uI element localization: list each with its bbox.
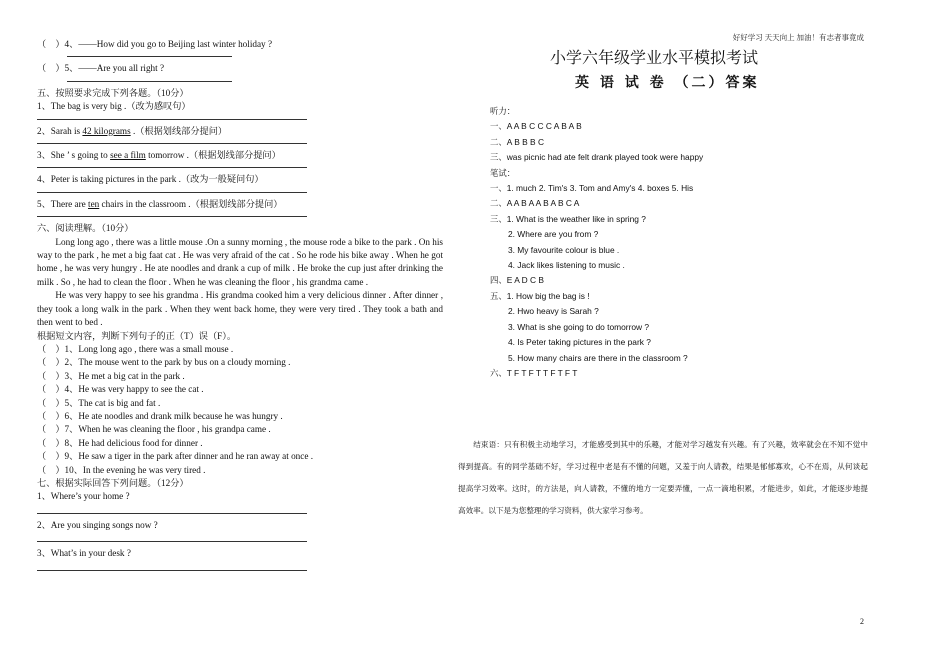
answer-line — [37, 142, 307, 144]
answer-line-text: 一、1. much 2. Tim's 3. Tom and Amy's 4. boxes 5. His — [490, 183, 694, 194]
tf-item: （ ）10、In the evening he was very tired . — [37, 464, 206, 475]
answer-line-text: 一、A A B C C C A B A B — [490, 121, 582, 132]
section-5-item: 1、The bag is very big .（改为感叹句） — [37, 101, 191, 112]
section-7-item: 1、Where’s your home ? — [37, 491, 130, 502]
section-7-title: 七、根据实际回答下列问题。（12分） — [37, 477, 189, 488]
answer-s3-item: 2. Where are you from ? — [508, 229, 599, 240]
answer-line — [67, 80, 232, 82]
header-note: 好好学习 天天向上 加油！有志者事竟成 — [732, 33, 864, 42]
answer-line — [37, 512, 307, 514]
section-5-item: 4、Peter is taking pictures in the park .（改为一般疑问句） — [37, 174, 264, 185]
question-4: （ ）4、——How did you go to Beijing last winter holiday ? — [37, 39, 273, 49]
section-7-item: 3、What’s in your desk ? — [37, 548, 131, 559]
closing-remarks: 结束语：只有积极主动地学习，才能感受到其中的乐趣，才能对学习越发有兴趣。有了兴趣，效率就会在不知不觉中得到提高。有的同学基础不好，学习过程中老是有不懂的问题，又羞于向人请教，结果是郁郁寡欢，心不在焉，从何谈起提高学习效率。这时，的方法是，向人请教，不懂的地方一定要弄懂，一点一滴地积累，才能进步，如此，才能逐步地提高效率。以下是为您整理的学习资料，供大家学习参考。 — [458, 440, 868, 515]
tf-item: （ ）3、He met a big cat in the park . — [37, 370, 185, 381]
question-5: （ ）5、——Are you all right ? — [37, 63, 165, 74]
answer-line — [67, 55, 232, 57]
answer-line-text: 二、A B B B C — [490, 136, 544, 147]
answer-s3-item: 4. Jack likes listening to music . — [508, 260, 625, 271]
reading-paragraph-2: He was very happy to see his grandma . His grandma cooked him a very delicious dinner . After dinner , they took a long walk in the park . When they went back home, they were very tired . They took a bath and then went to bed . — [37, 290, 443, 328]
answer-line — [37, 118, 307, 120]
answer-line — [37, 569, 307, 571]
section-5-item: 5、There are ten chairs in the classroom .（根据划线部分提问） — [37, 198, 283, 209]
tf-item: （ ）8、He had delicious food for dinner . — [37, 437, 203, 448]
answer-s5-item: 5. How many chairs are there in the classroom ? — [508, 352, 688, 363]
tf-item: （ ）7、When he was cleaning the floor , his grandpa came . — [37, 424, 271, 435]
answer-s5-item: 3. What is she going to do tomorrow ? — [508, 321, 650, 332]
answer-key — [490, 104, 790, 381]
answer-line-text: 三、was picnic had ate felt drank played took were happy — [490, 152, 704, 163]
left-column — [37, 38, 443, 576]
tf-item: （ ）1、Long long ago , there was a small mouse . — [37, 343, 234, 354]
answer-s6: 六、T F T F T T F T F T — [490, 367, 578, 378]
answer-subtitle: 英 语 试 卷 （二）答案 — [575, 75, 760, 91]
reading-paragraph-1: Long long ago , there was a little mouse .On a sunny morning , the mouse rode a bike to the park . On his way to the park , he met a big faat cat . He was very afraid of the cat . So he rode his bike away . When he got home , he was very hungry . He ate noodles and drank a cup of milk . He broke the cup just after drinking the milk . So , he had to clean the floor . When he was cleaning the floor , his grandma came . — [37, 236, 443, 287]
tf-item: （ ）6、He ate noodles and drank milk because he was hungry . — [37, 410, 283, 421]
answer-s5-item: 五、1. How big the bag is ! — [490, 290, 590, 301]
answer-line — [37, 540, 307, 542]
answer-s5-item: 4. Is Peter taking pictures in the park ? — [508, 337, 651, 348]
answer-s3-item: 三、1. What is the weather like in spring ? — [490, 213, 646, 224]
section-7-item: 2、Are you singing songs now ? — [37, 519, 158, 530]
section-6-title: 六、阅读理解。（10分） — [37, 223, 134, 234]
answer-line-text: 笔试： — [490, 167, 516, 178]
answer-line-text: 听力： — [490, 106, 516, 116]
answer-line-text: 二、A A B A A B A B C A — [490, 198, 580, 209]
answer-line — [37, 215, 307, 217]
page-number: 2 — [860, 617, 864, 626]
section-5-item: 2、Sarah is 42 kilograms .（根据划线部分提问） — [37, 125, 228, 136]
tf-item: （ ）2、The mouse went to the park by bus on a cloudy morning . — [37, 357, 291, 368]
answer-line — [37, 191, 307, 193]
section-5-item: 3、She ’ s going to see a film tomorrow .（根据划线部分提问） — [37, 150, 281, 161]
section-5-title: 五、按照要求完成下列各题。（10分） — [37, 87, 189, 98]
tf-instruction: 根据短文内容，判断下列句子的正（T）误（F）。 — [37, 330, 237, 341]
answer-title: 小学六年级学业水平模拟考试 — [550, 48, 759, 67]
tf-item: （ ）4、He was very happy to see the cat . — [37, 384, 204, 395]
answer-s4: 四、E A D C B — [490, 275, 544, 286]
answer-line — [37, 166, 307, 168]
answer-s3-item: 3. My favourite colour is blue . — [508, 244, 620, 255]
tf-item: （ ）9、He saw a tiger in the park after dinner and he ran away at once . — [37, 451, 314, 462]
tf-item: （ ）5、The cat is big and fat . — [37, 397, 161, 408]
answer-s5-item: 2. Hwo heavy is Sarah ? — [508, 306, 599, 317]
